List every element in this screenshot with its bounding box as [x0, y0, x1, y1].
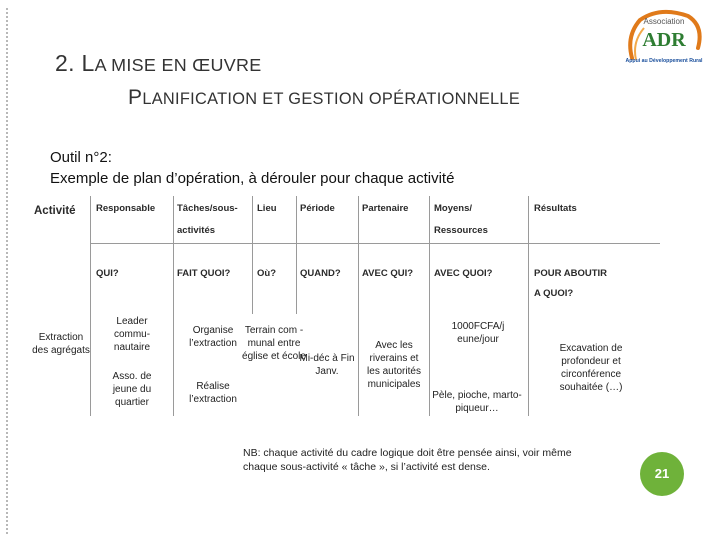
cell-periode: Mi-déc à Fin Janv.	[299, 353, 355, 377]
header-moyens: Moyens/ Ressources	[434, 203, 488, 236]
question-fait-quoi: FAIT QUOI?	[177, 268, 231, 279]
cell-tache-realise: Réalise l’extraction	[189, 381, 237, 405]
table-divider	[90, 243, 660, 244]
operation-plan-table	[28, 196, 660, 416]
cell-responsable-asso: Asso. de jeune du quartier	[112, 371, 152, 408]
cell-moyens-cout: 1000FCFA/j eune/jour	[451, 321, 505, 345]
question-avec-qui: AVEC QUI?	[362, 268, 414, 279]
note-text: NB: chaque activité du cadre logique doit être pensée ainsi, voir même chaque sous-activité « tâche », si l’activité est dense.	[243, 447, 572, 473]
page-number-badge: 21	[640, 452, 684, 496]
table-divider	[252, 196, 253, 314]
header-taches: Tâches/sous- activités	[177, 203, 238, 236]
header-partenaire: Partenaire	[362, 203, 409, 214]
header-lieu: Lieu	[257, 203, 277, 214]
question-pour-aboutir: POUR ABOUTIR A QUOI?	[534, 268, 608, 299]
table-divider	[358, 196, 359, 416]
cell-resultats: Excavation de profondeur et circonférence souhaitée (…)	[559, 343, 623, 393]
intro-text	[50, 147, 454, 189]
header-resultats: Résultats	[534, 203, 577, 214]
intro-line-description: Exemple de plan d’opération, à dérouler pour chaque activité	[50, 170, 455, 187]
question-qui: QUI?	[96, 268, 119, 279]
slide-subtitle: PLANIFICATION ET GESTION OPÉRATIONNELLE	[128, 86, 521, 109]
cell-moyens-outils: Pèle, pioche, marto-piqueur…	[432, 390, 522, 414]
question-ou: Où?	[257, 268, 276, 279]
slide-title: 2. LA MISE EN ŒUVRE	[55, 50, 262, 76]
header-activite: Activité	[34, 205, 76, 217]
decorative-dotted-border	[6, 8, 8, 534]
cell-partenaire: Avec les riverains et les autorités municipales	[367, 340, 421, 390]
table-divider	[173, 196, 174, 416]
logo-tagline-text: Appui au Développement Rural	[625, 58, 703, 64]
cell-responsable-leader: Leader commu-nautaire	[113, 316, 151, 353]
intro-line-tool: Outil n°2:	[50, 149, 112, 166]
logo-association-text: Association	[643, 17, 685, 26]
question-avec-quoi: AVEC QUOI?	[434, 268, 493, 279]
header-responsable: Responsable	[96, 203, 156, 214]
adr-logo	[618, 8, 710, 70]
cell-lieu: Terrain com - munal entre église et école	[242, 325, 306, 362]
header-periode: Période	[300, 203, 335, 214]
cell-activite: Extraction des agrégats	[32, 332, 90, 356]
cell-tache-organise: Organise l’extraction	[189, 325, 237, 349]
table-divider	[429, 196, 430, 416]
question-quand: QUAND?	[300, 268, 341, 279]
table-divider	[296, 196, 297, 314]
table-divider	[90, 196, 91, 416]
logo-brand-text: ADR	[642, 29, 686, 51]
table-divider	[528, 196, 529, 416]
